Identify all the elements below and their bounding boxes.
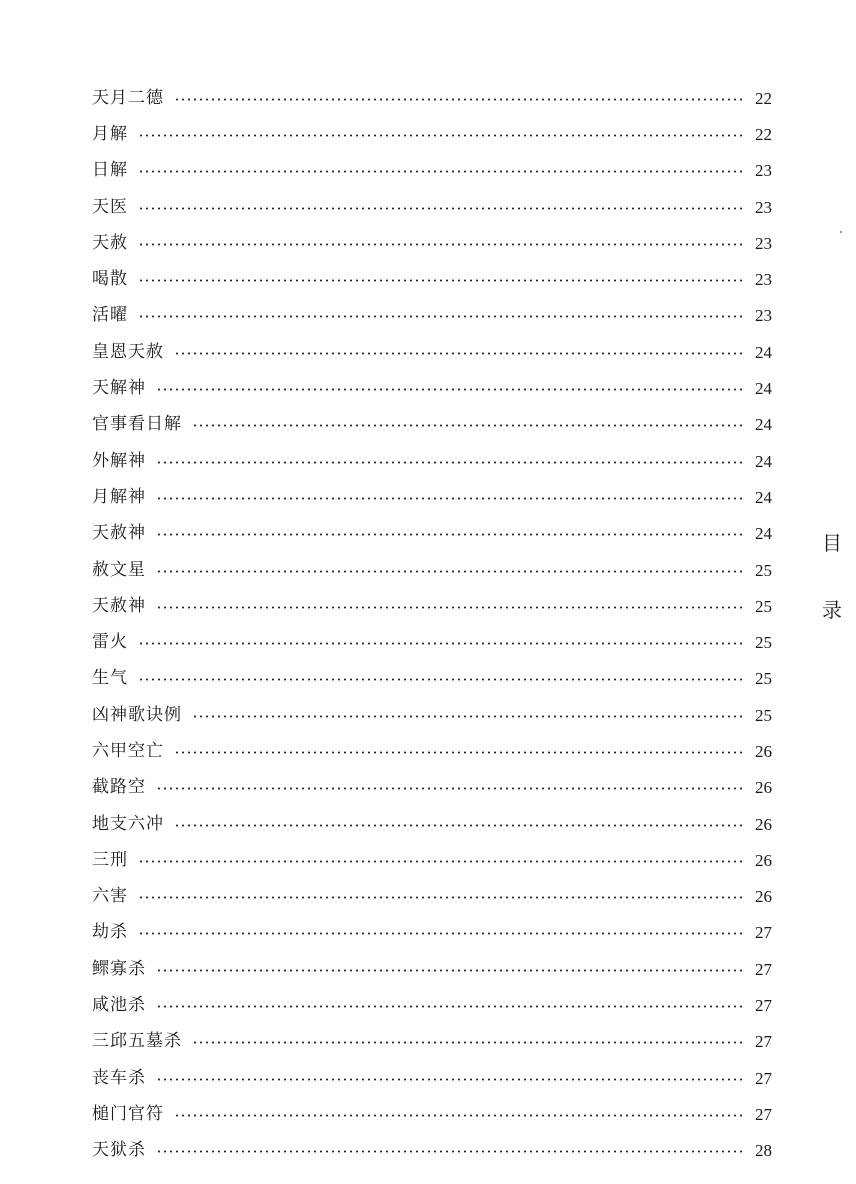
toc-entry-page-number: 27 [755,923,772,943]
toc-entry-title: 外解神 [92,450,146,471]
toc-entry-title: 鳏寡杀 [92,958,146,979]
dot-leader [192,715,742,718]
toc-entry-page-number: 24 [755,379,772,399]
toc-entry-page-number: 27 [755,1068,772,1088]
toc-entry-page-number: 24 [755,524,772,544]
toc-entry-title: 地支六冲 [92,813,164,834]
toc-entry-title: 凶神歌诀例 [92,704,182,725]
dot-leader [138,279,742,282]
side-label-lu: 录 [822,598,842,622]
dot-leader [156,1078,742,1081]
dot-leader [156,388,742,391]
toc-entry-title: 雷火 [92,632,128,653]
toc-entry [92,915,772,951]
toc-entry [92,987,772,1023]
toc-entry [92,153,772,189]
side-label-mu: 目 [822,531,842,555]
toc-entry-title: 天赦神 [92,595,146,616]
toc-entry-title: 官事看日解 [92,414,182,435]
dot-leader [138,315,742,318]
toc-entry-page-number: 25 [755,560,772,580]
toc-entry [92,806,772,842]
toc-entry [92,951,772,987]
toc-entry-title: 槌门官符 [92,1103,164,1124]
toc-entry [92,80,772,116]
toc-entry-page-number: 22 [755,124,772,144]
toc-entry-page-number: 26 [755,850,772,870]
toc-entry [92,516,772,552]
table-of-contents [92,80,772,1169]
toc-entry-title: 喝散 [92,269,128,290]
toc-entry [92,1024,772,1060]
toc-entry-title: 日解 [92,160,128,181]
toc-entry-title: 天狱杀 [92,1140,146,1161]
dot-leader [174,98,742,101]
toc-entry-page-number: 25 [755,669,772,689]
toc-entry-title: 赦文星 [92,559,146,580]
toc-entry [92,552,772,588]
toc-entry [92,407,772,443]
toc-entry-title: 皇恩天赦 [92,341,164,362]
toc-entry-page-number: 22 [755,88,772,108]
toc-entry [92,370,772,406]
toc-entry-page-number: 25 [755,633,772,653]
toc-entry [92,624,772,660]
dot-leader [156,461,742,464]
toc-entry-page-number: 23 [755,270,772,290]
dot-leader [156,606,742,609]
dot-leader [174,751,742,754]
toc-entry-page-number: 26 [755,741,772,761]
toc-entry-page-number: 27 [755,1032,772,1052]
toc-entry-page-number: 27 [755,1104,772,1124]
dot-leader [156,497,742,500]
dot-leader [192,424,742,427]
toc-entry-page-number: 24 [755,342,772,362]
toc-entry-title: 天解神 [92,378,146,399]
toc-entry [92,261,772,297]
toc-entry [92,733,772,769]
dot-leader [138,678,742,681]
toc-entry-page-number: 27 [755,959,772,979]
toc-entry [92,334,772,370]
toc-entry-page-number: 25 [755,705,772,725]
dot-leader [174,352,742,355]
toc-entry-page-number: 24 [755,487,772,507]
toc-entry-title: 咸池杀 [92,995,146,1016]
toc-entry-title: 天月二德 [92,87,164,108]
dot-leader [138,896,742,899]
dot-leader [192,1041,742,1044]
toc-entry-title: 活曜 [92,305,128,326]
toc-entry [92,842,772,878]
toc-entry [92,189,772,225]
dot-leader [138,207,742,210]
toc-entry-page-number: 24 [755,451,772,471]
toc-entry-title: 六害 [92,886,128,907]
toc-entry-title: 天医 [92,196,128,217]
toc-entry-title: 截路空 [92,777,146,798]
toc-entry-page-number: 27 [755,996,772,1016]
toc-entry [92,770,772,806]
scan-speck [840,231,842,233]
toc-entry [92,225,772,261]
toc-entry-title: 六甲空亡 [92,740,164,761]
toc-entry-page-number: 24 [755,415,772,435]
dot-leader [174,824,742,827]
toc-entry-page-number: 23 [755,161,772,181]
toc-entry [92,116,772,152]
toc-entry-page-number: 26 [755,814,772,834]
toc-entry-title: 天赦神 [92,523,146,544]
dot-leader [156,1005,742,1008]
dot-leader [138,932,742,935]
toc-entry-page-number: 23 [755,197,772,217]
toc-entry [92,1133,772,1169]
toc-entry-page-number: 26 [755,887,772,907]
dot-leader [156,570,742,573]
toc-entry-title: 劫杀 [92,922,128,943]
toc-entry [92,479,772,515]
toc-entry [92,1096,772,1132]
toc-entry-page-number: 25 [755,596,772,616]
toc-entry-page-number: 26 [755,778,772,798]
toc-entry [92,879,772,915]
dot-leader [156,1150,742,1153]
toc-entry-title: 月解神 [92,486,146,507]
toc-entry [92,661,772,697]
toc-entry [92,298,772,334]
toc-entry-title: 生气 [92,668,128,689]
toc-entry-page-number: 23 [755,233,772,253]
toc-entry [92,588,772,624]
toc-entry-title: 丧车杀 [92,1067,146,1088]
toc-entry-title: 三邱五墓杀 [92,1031,182,1052]
toc-entry [92,443,772,479]
dot-leader [138,860,742,863]
toc-entry-title: 月解 [92,123,128,144]
toc-entry-page-number: 23 [755,306,772,326]
dot-leader [174,1114,742,1117]
dot-leader [156,533,742,536]
dot-leader [156,969,742,972]
dot-leader [138,134,742,137]
toc-entry [92,697,772,733]
toc-entry [92,1060,772,1096]
dot-leader [156,787,742,790]
toc-entry-title: 三刑 [92,849,128,870]
dot-leader [138,642,742,645]
dot-leader [138,170,742,173]
dot-leader [138,243,742,246]
toc-entry-title: 天赦 [92,232,128,253]
toc-entry-page-number: 28 [755,1141,772,1161]
